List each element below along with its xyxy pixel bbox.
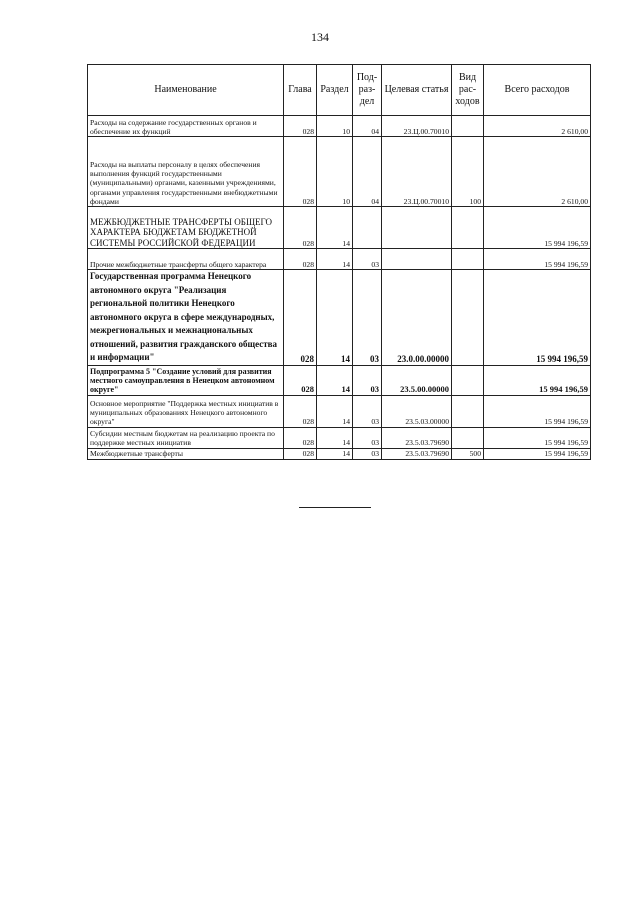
row-name: Подпрограмма 5 "Создание условий для развития местного самоуправления в Ненецком автономном округе" [88,365,284,395]
header-vid: Вид рас-ходов [452,65,484,116]
table-row [88,207,591,249]
row-target: 23.5.03.79690 [382,427,452,448]
row-target [382,207,452,249]
row-total: 15 994 196,59 [484,249,591,270]
row-target: 23.5.00.00000 [382,365,452,395]
row-vid [452,249,484,270]
row-podrazdel: 03 [353,365,382,395]
row-name: Прочие межбюджетные трансферты общего характера [88,249,284,270]
row-name: Расходы на содержание государственных органов и обеспечение их функций [88,116,284,137]
row-podrazdel: 03 [353,249,382,270]
row-name: МЕЖБЮДЖЕТНЫЕ ТРАНСФЕРТЫ ОБЩЕГО ХАРАКТЕРА БЮДЖЕТАМ БЮДЖЕТНОЙ СИСТЕМЫ РОССИЙСКОЙ ФЕДЕРАЦИИ [88,207,284,249]
row-glava: 028 [284,270,317,366]
row-razdel: 14 [317,207,353,249]
row-glava: 028 [284,448,317,459]
row-total: 15 994 196,59 [484,448,591,459]
closing-rule [299,507,371,508]
header-glava: Глава [284,65,317,116]
row-name: Межбюджетные трансферты [88,448,284,459]
row-podrazdel: 03 [353,395,382,427]
row-target: 23.5.03.00000 [382,395,452,427]
table-row [88,365,591,395]
row-glava: 028 [284,207,317,249]
row-razdel: 14 [317,249,353,270]
row-vid: 100 [452,137,484,207]
row-glava: 028 [284,116,317,137]
row-podrazdel [353,207,382,249]
row-podrazdel: 03 [353,448,382,459]
row-razdel: 14 [317,365,353,395]
row-vid [452,270,484,366]
header-target: Целевая статья [382,65,452,116]
row-target: 23.Ц.00.70010 [382,116,452,137]
table-row [88,448,591,459]
header-podrazdel: Под-раз-дел [353,65,382,116]
header-total: Всего расходов [484,65,591,116]
table-row [88,249,591,270]
row-razdel: 10 [317,116,353,137]
row-total: 15 994 196,59 [484,207,591,249]
row-podrazdel: 04 [353,137,382,207]
row-razdel: 14 [317,427,353,448]
row-target [382,249,452,270]
header-row [88,65,591,116]
row-vid [452,427,484,448]
row-glava: 028 [284,365,317,395]
header-razdel: Раздел [317,65,353,116]
row-name: Государственная программа Ненецкого автономного округа "Реализация региональной политики Ненецкого автономного округа в сфере международных, межрегиональных и межнациональных отношений, развития гражданского общества и информации" [88,270,284,366]
row-name: Основное мероприятие "Поддержка местных инициатив в муниципальных образованиях Ненецкого автономного округа" [88,395,284,427]
row-vid [452,395,484,427]
expenditure-table [87,64,591,460]
row-name: Субсидии местным бюджетам на реализацию проекта по поддержке местных инициатив [88,427,284,448]
row-target: 23.Ц.00.70010 [382,137,452,207]
row-vid [452,207,484,249]
row-razdel: 14 [317,448,353,459]
row-target: 23.0.00.00000 [382,270,452,366]
table-row [88,427,591,448]
row-total: 2 610,00 [484,137,591,207]
row-glava: 028 [284,137,317,207]
row-podrazdel: 03 [353,270,382,366]
row-podrazdel: 04 [353,116,382,137]
row-name: Расходы на выплаты персоналу в целях обеспечения выполнения функций государственными (муниципальными) органами, казенными учреждениями, органами управления государственными внебюджетными фондами [88,137,284,207]
row-target: 23.5.03.79690 [382,448,452,459]
row-vid [452,365,484,395]
table-row [88,395,591,427]
table-row [88,137,591,207]
table-row [88,270,591,366]
header-name: Наименование [88,65,284,116]
row-razdel: 14 [317,395,353,427]
row-glava: 028 [284,427,317,448]
row-total: 15 994 196,59 [484,365,591,395]
row-vid [452,116,484,137]
row-total: 15 994 196,59 [484,395,591,427]
table-row [88,116,591,137]
row-glava: 028 [284,249,317,270]
row-total: 2 610,00 [484,116,591,137]
row-razdel: 10 [317,137,353,207]
row-vid: 500 [452,448,484,459]
row-glava: 028 [284,395,317,427]
row-podrazdel: 03 [353,427,382,448]
page-number: 134 [311,30,329,44]
row-total: 15 994 196,59 [484,427,591,448]
row-total: 15 994 196,59 [484,270,591,366]
row-razdel: 14 [317,270,353,366]
